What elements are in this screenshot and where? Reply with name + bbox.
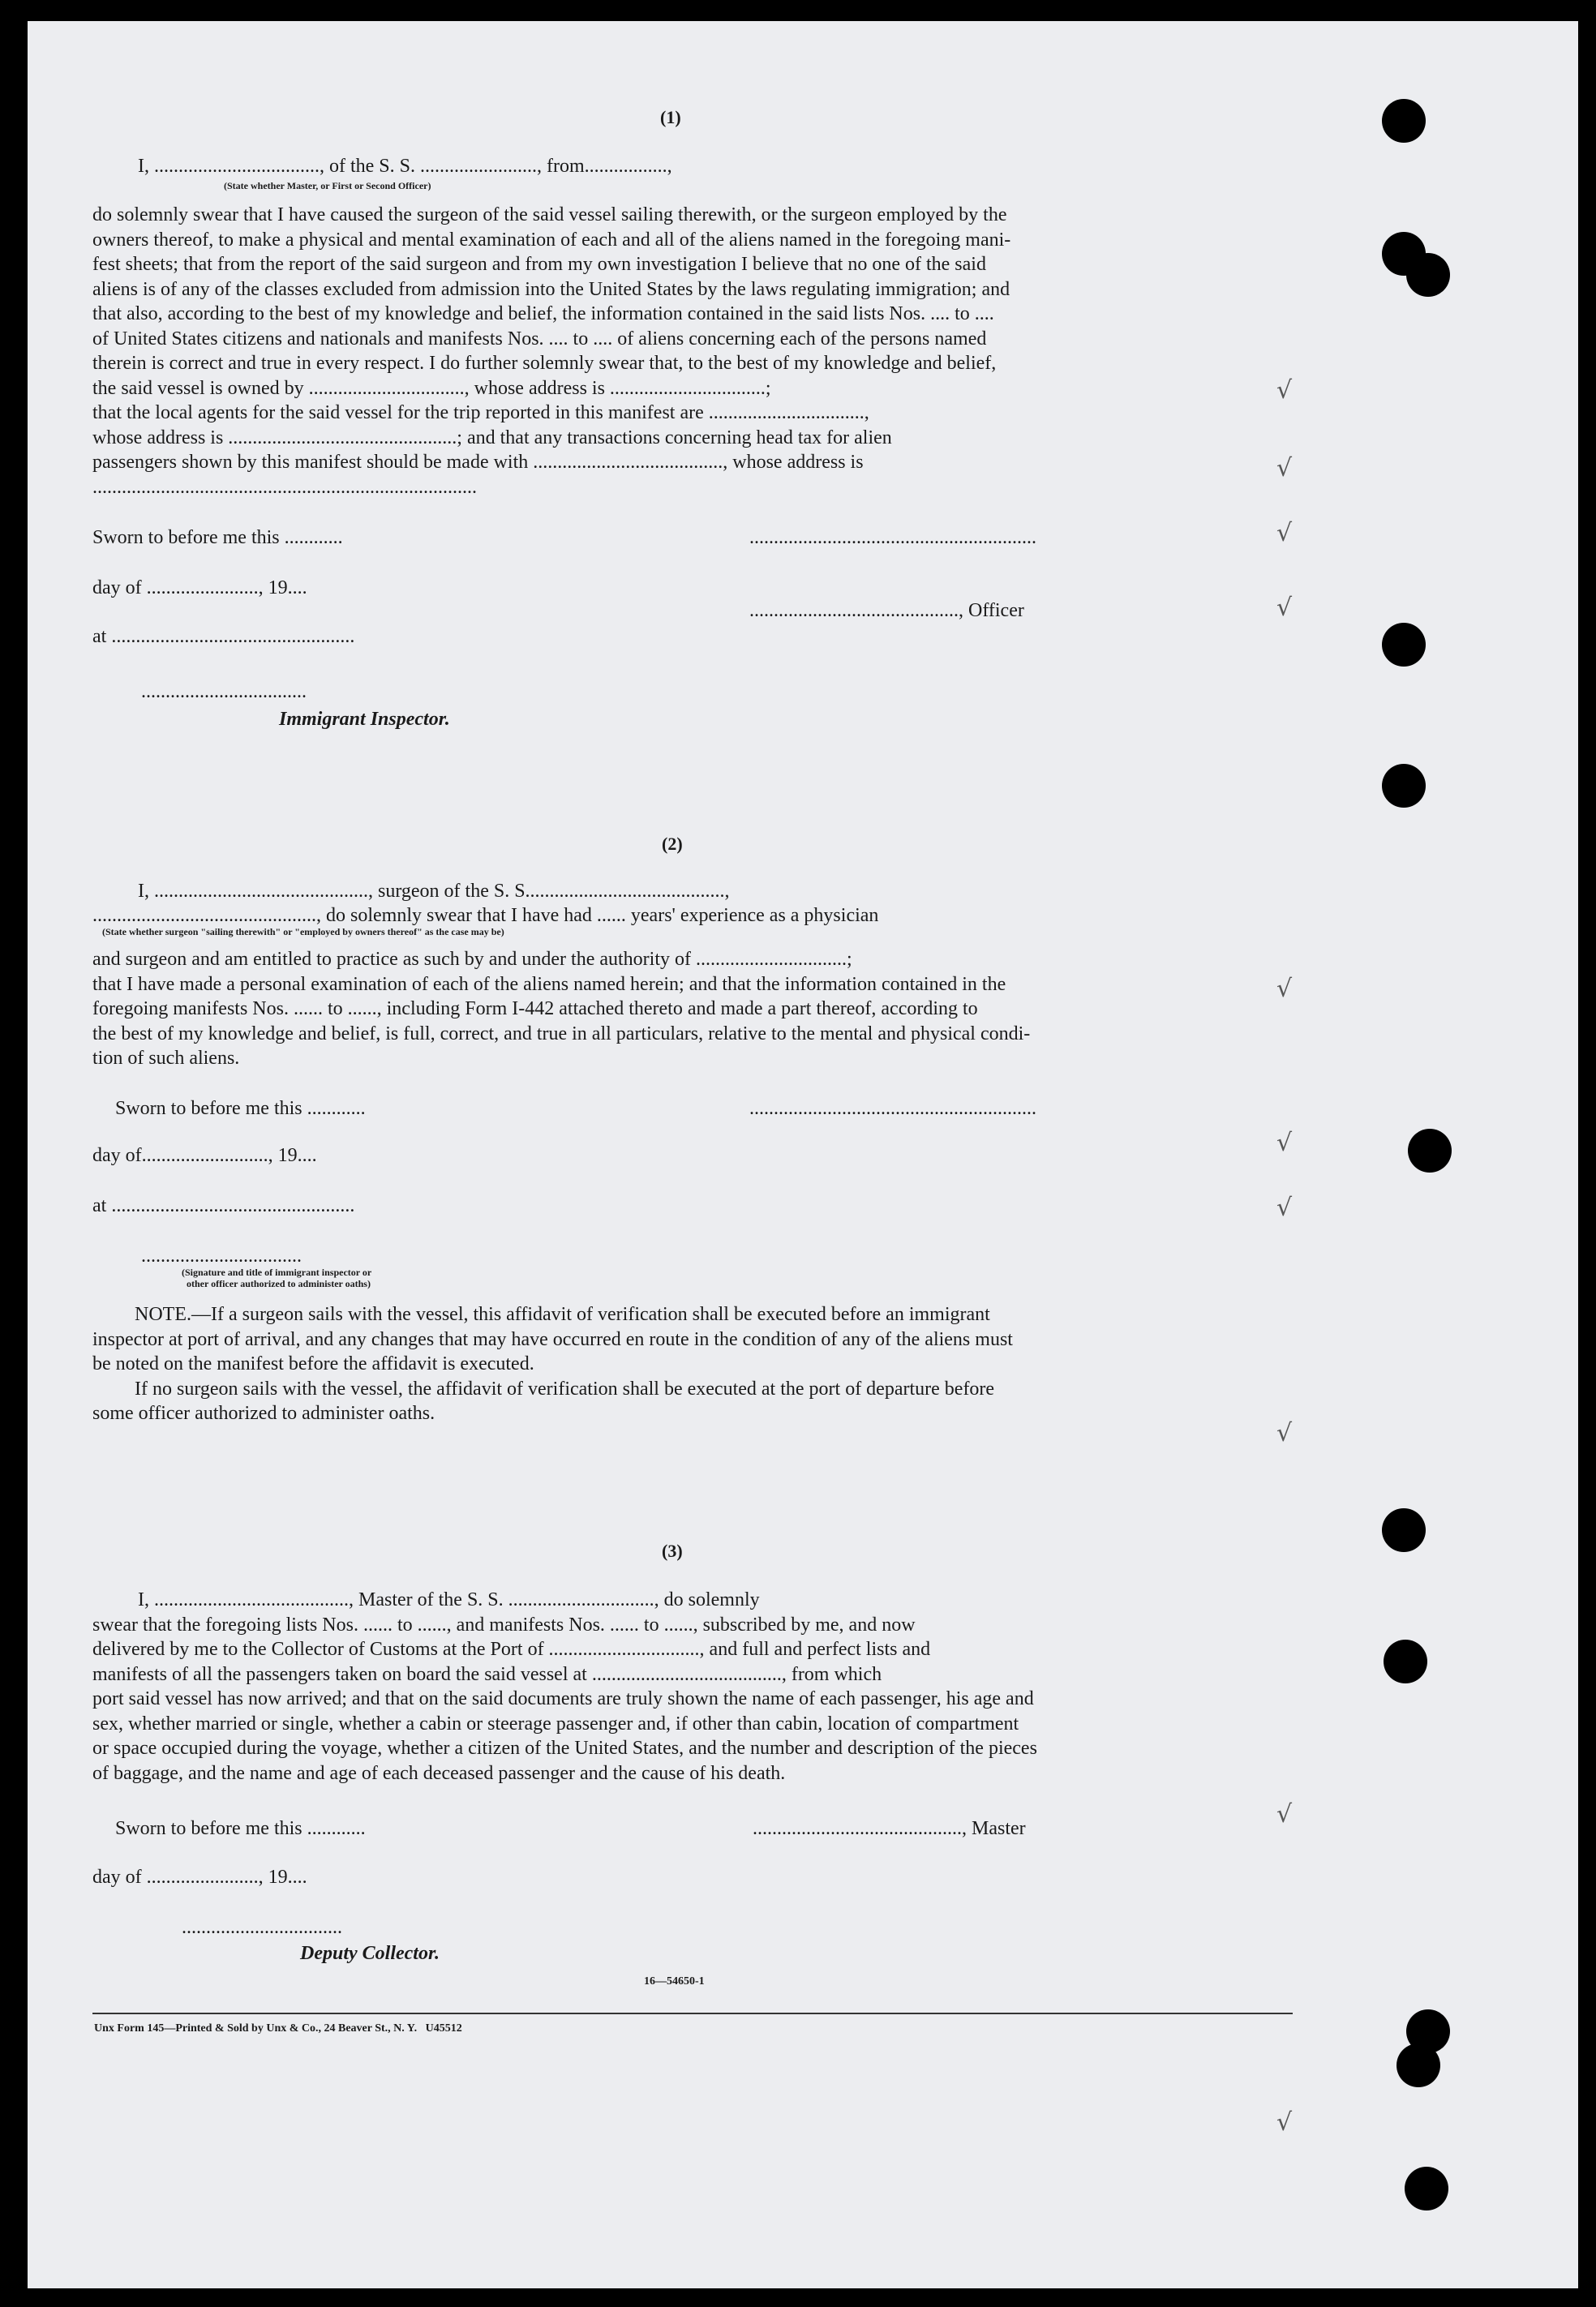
manifest-page bbox=[28, 21, 1578, 2288]
section-2-day: day of.........................., 19.... bbox=[92, 1145, 317, 1166]
section-3-day: day of ......................., 19.... bbox=[92, 1867, 307, 1888]
section-2-note: (State whether surgeon "sailing therewith" or "employed by owners thereof" as the case may be) bbox=[102, 926, 504, 937]
section-2-body: and surgeon and am entitled to practice as such by and under the authority of ...............................; that I have made a personal examination of each of the aliens named herein; and that the information contained in the foregoing manifests Nos. ...... to ......, including Form I-442 attached thereto and made a part thereof, according to the best of my knowledge and belief, is full, correct, and true in all particulars, relative to the mental and physical condi- tion of such aliens. bbox=[92, 949, 1031, 1069]
printer-footer: Unx Form 145—Printed & Sold by Unx & Co., 24 Beaver St., N. Y. U45512 bbox=[94, 2022, 462, 2035]
punch-hole bbox=[1396, 2043, 1440, 2087]
check-mark: √ bbox=[1276, 454, 1293, 482]
section-3-collector-label: Deputy Collector. bbox=[300, 1943, 440, 1964]
section-2-at: at .................................................. bbox=[92, 1195, 355, 1216]
check-mark: √ bbox=[1276, 519, 1293, 547]
punch-hole bbox=[1382, 764, 1426, 808]
section-1-day: day of ......................., 19.... bbox=[92, 577, 307, 598]
section-2-signature-note-1: (Signature and title of immigrant inspector or bbox=[182, 1267, 372, 1278]
footer-divider bbox=[92, 2013, 1293, 2014]
check-mark: √ bbox=[1276, 376, 1293, 405]
section-1-sworn-signature: ........................................................... bbox=[749, 527, 1036, 548]
check-mark: √ bbox=[1276, 1129, 1293, 1157]
section-3-sworn: Sworn to before me this ............ bbox=[115, 1818, 366, 1839]
punch-hole bbox=[1384, 1640, 1427, 1683]
section-2-verification-note: NOTE.—If a surgeon sails with the vessel, this affidavit of verification shall be executed before an immigrant inspector at port of arrival, and any changes that may have occurred en route in the condition of any of the aliens must be noted on the manifest before the affidavit is executed. If no surgeon sails with the vessel, the affidavit of verification shall be executed at the port of departure before some officer authorized to administer oaths. bbox=[92, 1304, 1013, 1424]
section-1-inspector-label: Immigrant Inspector. bbox=[279, 709, 450, 730]
section-2-number: (2) bbox=[662, 834, 683, 854]
section-3-number: (3) bbox=[662, 1541, 683, 1561]
section-2-experience-line: .............................................., do solemnly swear that I have had ...... years' experience as a physician bbox=[92, 905, 879, 926]
punch-hole bbox=[1408, 1129, 1452, 1173]
punch-hole bbox=[1382, 623, 1426, 667]
section-1-inspector-dots: .................................. bbox=[141, 681, 307, 702]
section-1-number: (1) bbox=[660, 107, 681, 127]
punch-hole bbox=[1382, 99, 1426, 143]
section-3-master-line: ..........................................., Master bbox=[753, 1818, 1026, 1839]
section-2-signature-dots: ................................. bbox=[141, 1246, 302, 1267]
section-1-at: at .................................................. bbox=[92, 626, 355, 647]
section-2-sworn: Sworn to before me this ............ bbox=[115, 1098, 366, 1119]
section-1-sworn: Sworn to before me this ............ bbox=[92, 527, 343, 548]
section-1-note: (State whether Master, or First or Second Officer) bbox=[224, 180, 431, 191]
section-1-declarant-line: I, .................................., of the S. S. ........................, from................., bbox=[138, 156, 672, 177]
section-1-officer-line: ..........................................., Officer bbox=[749, 600, 1024, 621]
section-2-signature-note-2: other officer authorized to administer oaths) bbox=[187, 1278, 371, 1289]
check-mark: √ bbox=[1276, 1419, 1293, 1447]
section-3-collector-dots: ................................. bbox=[182, 1917, 342, 1938]
check-mark: √ bbox=[1276, 2108, 1293, 2137]
punch-hole bbox=[1382, 1508, 1426, 1552]
section-2-sworn-signature: ........................................................... bbox=[749, 1098, 1036, 1119]
section-1-body: do solemnly swear that I have caused the surgeon of the said vessel sailing therewith, or the surgeon employed by the owners thereof, to make a physical and mental examination of each and all of the aliens named in the foregoing mani- fest sheets; that from the report of the said surgeon and from my own investigation I believe that no one of the said aliens is of any of the classes excluded from admission into the United States by the laws regulating immigration; and that also, according to the best of my knowledge and belief, the information contained in the said lists Nos. .... to .... of United States citizens and nationals and manifests Nos. .... to .... of aliens concerning each of the persons named therein is correct and true in every respect. I do further solemnly swear that, to the best of my knowledge and belief, the said vessel is owned by ................................, whose address is ................................; that the local agents for the said vessel for the trip reported in this manifest are ................................, whose address is ...............................................; and that any transactions concerning head tax for alien passengers shown by this manifest should be made with ......................................., whose address is ............................................................................... bbox=[92, 204, 1011, 498]
check-mark: √ bbox=[1276, 1800, 1293, 1829]
check-mark: √ bbox=[1276, 975, 1293, 1003]
punch-hole bbox=[1405, 2167, 1448, 2211]
check-mark: √ bbox=[1276, 594, 1293, 622]
section-3-body: I, ........................................, Master of the S. S. .............................., do solemnly swear that the foregoing lists Nos. ...... to ......, and manifests Nos. ...... to ......, subscribed by me, and now delivered by me to the Collector of Customs at the Port of ..............................., and full and perfect lists and manifests of all the passengers taken on board the said vessel at ......................................., from which port said vessel has now arrived; and that on the said documents are truly shown the name of each passenger, his age and sex, whether married or single, whether a cabin or steerage passenger and, if other than cabin, location of compartment or space occupied during the voyage, whether a citizen of the United States, and the number and description of the pieces of baggage, and the name and age of each deceased passenger and the cause of his death. bbox=[92, 1589, 1037, 1784]
section-2-declarant-line: I, ............................................, surgeon of the S. S........................................., bbox=[138, 881, 730, 902]
check-mark: √ bbox=[1276, 1194, 1293, 1222]
form-code: 16—54650-1 bbox=[644, 1975, 705, 1988]
punch-hole bbox=[1406, 253, 1450, 297]
